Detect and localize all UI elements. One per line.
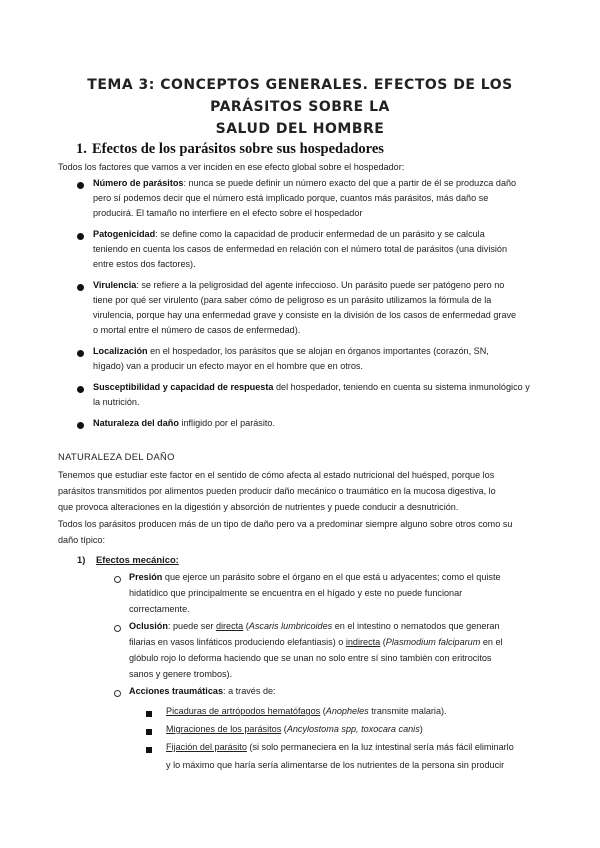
- item-text: : se define como la capacidad de producir enfermedad de un parásito y se calcula: [155, 229, 485, 239]
- section-number: 1.: [76, 141, 87, 157]
- term: Susceptibilidad y capacidad de respuesta: [93, 382, 274, 392]
- term: Oclusión: [129, 621, 168, 631]
- item-text: teniendo en cuenta los casos de enfermedad en relación con el número total de parásitos (una división: [93, 244, 508, 254]
- list-item-line: [129, 635, 503, 650]
- link-text: indirecta: [345, 637, 381, 647]
- list-item: [93, 278, 504, 293]
- numbered-heading: [77, 554, 179, 565]
- item-text: : a través de:: [223, 686, 276, 696]
- section-intro: Todos los factores que vamos a ver inciden en ese efecto global sobre el hospedador:: [58, 162, 405, 172]
- item-text: Fijación del parásito: [166, 742, 247, 752]
- term: Número de parásitos: [93, 178, 184, 188]
- item-text: pero sí podemos decir que el número está implicado porque, cuantos más parásitos, más daño se: [93, 193, 489, 203]
- item-text: glóbulo rojo lo deforma haciendo que se unan no solo entre sí sino también con eritrocitos: [129, 653, 492, 663]
- circle-bullet-icon: [114, 625, 121, 632]
- term: Presión: [129, 572, 163, 582]
- species-name: Ancylostoma spp, toxocara canis: [286, 724, 420, 734]
- item-text: (: [320, 706, 326, 716]
- item-text: en el hospedador, los parásitos que se alojan en órganos importantes (corazón, SN,: [147, 346, 489, 356]
- item-text: producirá. El tamaño no interfiere en el efecto sobre el hospedador: [93, 208, 363, 218]
- item-text: Migraciones de los parásitos: [166, 724, 282, 734]
- list-item: [93, 227, 485, 242]
- item-text: (: [243, 621, 249, 631]
- list-item: [93, 176, 516, 191]
- paragraph-line: daño típico:: [58, 535, 106, 545]
- paragraph-line: Tenemos que estudiar este factor en el sentido de cómo afecta al estado nutricional del huésped, porque los: [58, 470, 495, 480]
- list-item: [129, 619, 500, 634]
- item-text: sanos y genere trombos).: [129, 669, 233, 679]
- item-text: (: [281, 724, 287, 734]
- item-text: la nutrición.: [93, 397, 140, 407]
- list-item: [129, 570, 501, 585]
- subsection-heading: NATURALEZA DEL DAÑO: [58, 451, 175, 462]
- document-title: [40, 74, 560, 140]
- item-text: : nunca se puede definir un número exacto del que a partir de él se produzca daño: [183, 178, 517, 188]
- circle-bullet-icon: [114, 690, 121, 697]
- item-text: : se refiere a la peligrosidad del agente infeccioso. Un parásito puede ser patógeno pero no: [136, 280, 505, 290]
- title-line-2: SALUD DEL HOMBRE: [215, 121, 385, 137]
- bullet-icon: [77, 422, 84, 429]
- list-item: [93, 416, 275, 431]
- term: Patogenicidad: [93, 229, 156, 239]
- square-bullet-icon: [146, 747, 152, 753]
- heading-text: Efectos mecánico:: [95, 554, 179, 565]
- term: Naturaleza del daño: [93, 418, 179, 428]
- sub-list-item: [166, 740, 514, 755]
- item-text: entre estos dos factores).: [93, 259, 196, 269]
- paragraph-line: que provoca alteraciones en la digestión y absorción de nutrientes y puede conducir a desnutrición.: [58, 502, 459, 512]
- item-text: filarias en vasos linfáticos produciendo elefantiasis) o: [129, 637, 346, 647]
- sub-list-item: [166, 704, 447, 719]
- square-bullet-icon: [146, 711, 152, 717]
- list-item: [129, 684, 276, 699]
- paragraph-line: parásitos transmitidos por alimentos pueden producir daño mecánico o traumático en la mucosa digestiva, lo: [58, 486, 496, 496]
- bullet-icon: [77, 233, 84, 240]
- item-text: correctamente.: [129, 604, 190, 614]
- item-text: (si solo permaneciera en la luz intestinal sería más fácil eliminarlo: [246, 742, 514, 752]
- heading-number: 1): [77, 554, 86, 565]
- item-text: hígado) van a producir un efecto mayor en el hombre que en otros.: [93, 361, 363, 371]
- item-text: virulencia, porque hay una enfermedad grave y consiste en la división de los casos de enfermedad grave: [93, 310, 517, 320]
- species-name: Plasmodium falciparum: [385, 637, 481, 647]
- sub-list-item: [166, 722, 423, 737]
- term: Localización: [93, 346, 148, 356]
- term: Virulencia: [93, 280, 137, 290]
- item-text: o mortal entre el número de casos de enfermedad).: [93, 325, 301, 335]
- item-text: transmite malaria).: [368, 706, 447, 716]
- item-text: en el: [480, 637, 503, 647]
- item-text: Picaduras de artrópodos hematófagos: [166, 706, 321, 716]
- section-title: Efectos de los parásitos sobre sus hospedadores: [92, 141, 384, 157]
- bullet-icon: [77, 386, 84, 393]
- item-text: ): [419, 724, 423, 734]
- term: Acciones traumáticas: [129, 686, 224, 696]
- link-text: directa: [215, 621, 244, 631]
- title-line-1: TEMA 3: CONCEPTOS GENERALES. EFECTOS DE LOS PARÁSITOS SOBRE LA: [87, 77, 513, 115]
- item-text: : puede ser: [167, 621, 216, 631]
- list-item: [93, 380, 530, 395]
- species-name: Ascaris lumbricoides: [248, 621, 333, 631]
- item-text: infligido por el parásito.: [178, 418, 275, 428]
- bullet-icon: [77, 350, 84, 357]
- item-text: del hospedador, teniendo en cuenta su sistema inmunológico y: [273, 382, 530, 392]
- bullet-icon: [77, 182, 84, 189]
- species-name: Anopheles: [325, 706, 369, 716]
- item-text: tiene por qué ser virulento (para saber cómo de peligroso es un parásito utilizamos la fórmula de la: [93, 295, 492, 305]
- item-text: hidatídico que principalmente se encuentra en el hígado y este no puede funcionar: [129, 588, 463, 598]
- bullet-icon: [77, 284, 84, 291]
- section-heading: [76, 141, 384, 158]
- item-text: (: [380, 637, 386, 647]
- square-bullet-icon: [146, 729, 152, 735]
- list-item: [93, 344, 489, 359]
- item-text: y lo máximo que haría sería alimentarse de los nutrientes de la persona sin producir: [166, 760, 505, 770]
- paragraph-line: Todos los parásitos producen más de un tipo de daño pero va a predominar siempre alguno sobre otros como su: [58, 519, 513, 529]
- item-text: que ejerce un parásito sobre el órgano en el que está u adyacentes; como el quiste: [162, 572, 501, 582]
- circle-bullet-icon: [114, 576, 121, 583]
- item-text: en el intestino o nematodos que generan: [332, 621, 500, 631]
